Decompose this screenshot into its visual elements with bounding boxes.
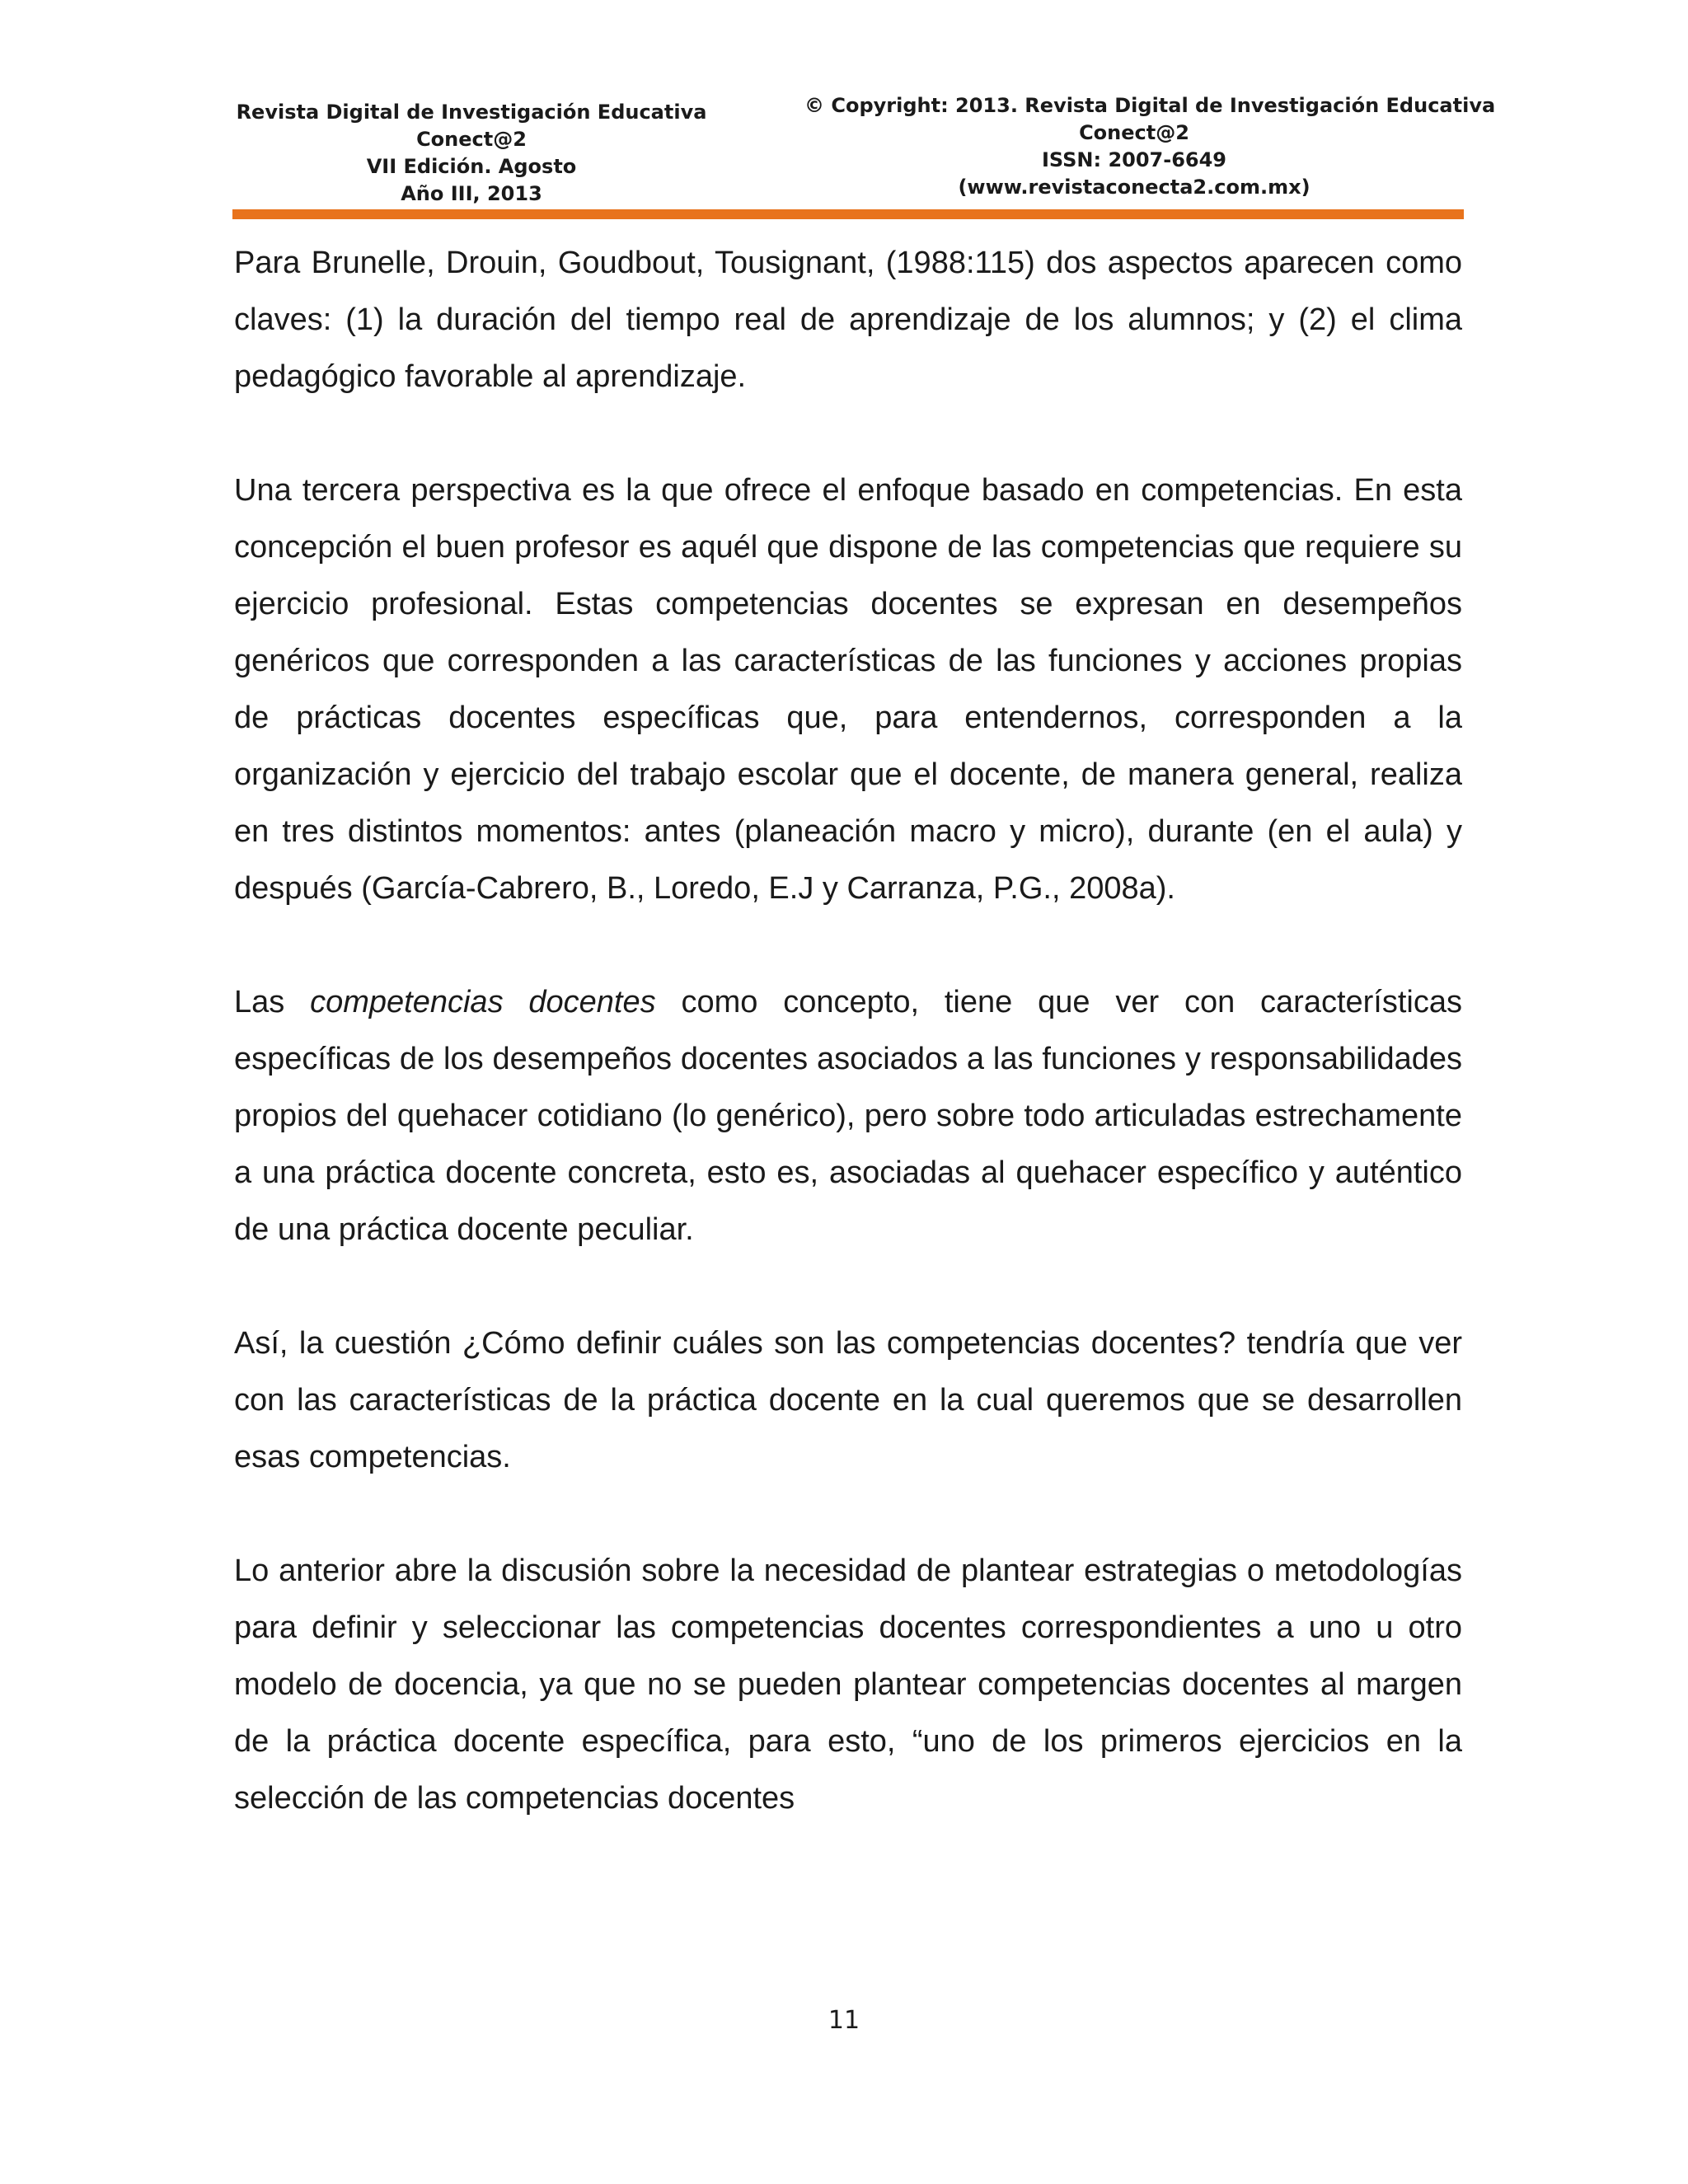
year-label: Año III, 2013 [401, 182, 542, 205]
page-header [232, 92, 1496, 209]
copyright-line: © Copyright: 2013. Revista Digital de Investigación Educativa [804, 94, 1496, 117]
paragraph-1: Para Brunelle, Drouin, Goudbout, Tousignant, (1988:115) dos aspectos aparecen como claves: (1) la duración del tiempo real de aprendizaje de los alumnos; y (2) el clima pedagógico favorable al aprendizaje. [234, 246, 1462, 394]
paragraph-3-lead: Las [234, 985, 311, 1019]
paragraph-3 [234, 974, 1462, 1258]
paragraph-4: Así, la cuestión ¿Cómo definir cuáles son las competencias docentes? tendría que ver con las características de la práctica docente en la cual queremos que se desarrollen esas competencias. [234, 1326, 1462, 1474]
paragraph-3-rest: como concepto, tiene que ver con características específicas de los desempeños docentes asociados a las funciones y responsabilidades propios del quehacer cotidiano (lo genérico), pero sobre todo articuladas estrechamente a una práctica docente concreta, esto es, asociadas al quehacer específico y auténtico de una práctica docente peculiar. [234, 985, 1462, 1247]
paragraph-2: Una tercera perspectiva es la que ofrece el enfoque basado en competencias. En esta concepción el buen profesor es aquél que dispone de las competencias que requiere su ejercicio profesional. Estas competencias docentes se expresan en desempeños genéricos que corresponden a las características de las funciones y acciones propias de prácticas docentes específicas que, para entendernos, corresponden a la organización y ejercicio del trabajo escolar que el docente, de manera general, realiza en tres distintos momentos: antes (planeación macro y micro), durante (en el aula) y después (García-Cabrero, B., Loredo, E.J y Carranza, P.G., 2008a). [234, 473, 1462, 906]
page-number: 11 [828, 2006, 860, 2035]
edition-label: VII Edición. Agosto [366, 155, 577, 178]
copyright-info [804, 92, 1496, 201]
journal-edition-info [232, 99, 710, 208]
paragraph-3-emphasis: competencias docentes [310, 985, 656, 1019]
copyright-journal-name: Conect@2 [1079, 121, 1189, 144]
issn-label: ISSN: 2007-6649 [1041, 148, 1226, 171]
journal-title: Revista Digital de Investigación Educativa [236, 101, 707, 124]
journal-name: Conect@2 [416, 128, 527, 151]
journal-website: (www.revistaconecta2.com.mx) [958, 176, 1311, 199]
paragraph-5: Lo anterior abre la discusión sobre la necesidad de plantear estrategias o metodologías para definir y seleccionar las competencias docentes correspondientes a uno u otro modelo de docencia, ya que no se pueden plantear competencias docentes al margen de la práctica docente específica, para esto, “uno de los primeros ejercicios en la selección de las competencias docentes [234, 1554, 1462, 1816]
article-body [234, 235, 1462, 1827]
header-divider [232, 209, 1464, 219]
